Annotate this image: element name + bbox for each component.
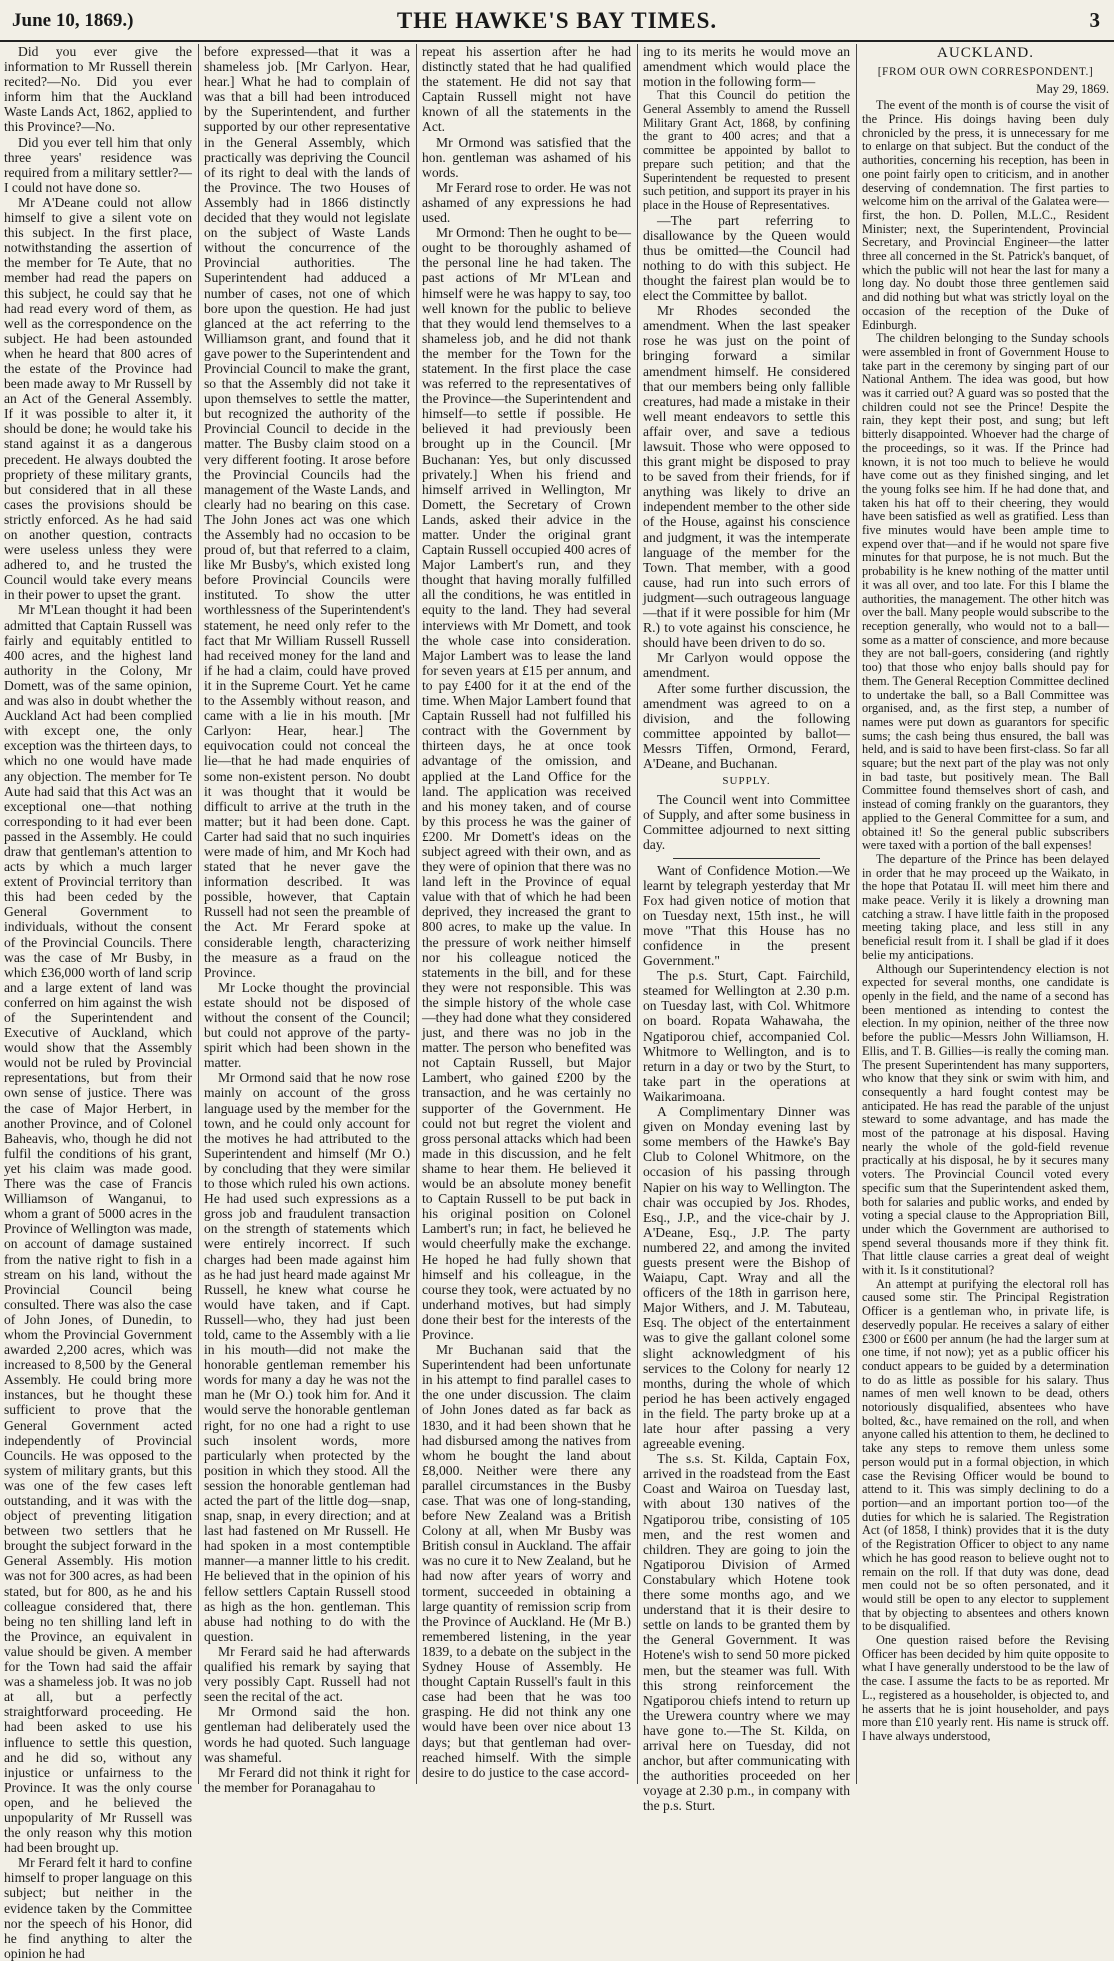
article-paragraph: Did you ever tell him that only three years' residence was required from a military settler?—I could not have done so. xyxy=(4,134,192,195)
article-paragraph: After some further discussion, the amendment was agreed to on a division, and the following committee appointed by ballot—Messrs Tiffen, Ormond, Ferard, A'Deane, and Buchanan. xyxy=(643,680,850,771)
news-item: Want of Confidence Motion.—We learnt by telegraph yesterday that Mr Fox had given notice of motion that on Tuesday next, 15th inst., he will move "That this House has no confidence in the present Government." xyxy=(643,862,850,969)
article-paragraph: Mr Carlyon would oppose the amendment. xyxy=(643,650,850,681)
news-item: A Complimentary Dinner was given on Monday evening last by some members of the Hawke's Bay Club to Colonel Whitmore, on the occasion of his passing through Napier on his way to Wellington. The chair was occupied by Jos. Rhodes, Esq., J.P., and the vice-chair by J. A'Deane, Esq., J.P. The party numbered 22, and among the invited guests present were the Bishop of Waiapu, Capt. Wray and all the officers of the 18th in garrison here, Major Withers, and J. M. Tabuteau, Esq. The object of the entertainment was to give the gallant colonel some slight acknowledgment of his services to the Colony for nearly 12 months, during the whole of which period he has been actively engaged in the field. The party broke up at a late hour after passing a very agreeable evening. xyxy=(643,1104,850,1452)
article-paragraph: Mr Ormond said that he now rose mainly on account of the gross language used by the member for the town, and he could only account for the motives he had attributed to the Superintendent and himself (Mr O.) by concluding that they were similar to those which ruled his own actions. He had used such expressions as a gross job and fraudulent transaction on the strength of statements which were entirely incorrect. If such charges had been made against him as he had just heard made against Mr Russell, he knew what course he would have taken, and if Capt. Russell—who, they had just been told, came to the Assembly with a lie in his mouth—did not make the honorable gentleman remember his words for many a day he was not the man he (Mr O.) took him for. And it would serve the honorable gentleman right, for no one had a right to use such insolent words, more particularly when protected by the position in which they stood. All the session the honorable gentleman had acted the part of the little dog—snap, snap, snap, in every direction; and at last had fastened on Mr Russell. He had spoken in a most contemptible manner—a manner little to his credit. He believed that in the opinion of his fellow settlers Captain Russell stood as high as the hon. gentleman. This abuse had nothing to do with the question. xyxy=(204,1070,410,1644)
article-paragraph: The children belonging to the Sunday schools were assembled in front of Government House to take part in the ceremony by singing part of our National Anthem. The idea was good, but how was it carried out? A guard was so posted that the children could not see the Prince! Despite the rain, they kept their post, and sung; but left bitterly disappointed. Whoever had the charge of the proceedings, so it was. If the Prince had known, it is not too much to believe he would have come out as they finished singing, and let the young folks see him. If he had done that, and taken his hat off to their cheering, they would have been satisfied as well as gratified. Less than five minutes would have been ample time to expend over that—and if he would not spare five minutes for that purpose, he is not much. But the probability is he knew nothing of the matter until it was all over, and too late. For this I blame the authorities, the management. The other hitch was over the ball. Many people would subscribe to the reception generally, who would not to a ball—some as a matter of conscience, and more because they are not ball-goers, considering (and rightly too) that those who enjoy balls should pay for them. The General Reception Committee declined to undertake the ball, so a Ball Committee was organised, and, as the first step, a number of names were put down as guarantors for specific sums; the cash being thus ensured, the ball was held, and is said to have been first-class. So far all square; but the next part of the play was not only in bad taste, but positively mean. The Ball Committee found themselves short of cash, and instead of coming frankly on the guarantors, they applied to the General Committee for a sum, and obtained it! So the general public subscribers were taxed with a portion of the ball expenses! xyxy=(862,331,1109,853)
column-3 xyxy=(422,44,631,1784)
article-paragraph: Mr Ormond was satisfied that the hon. gentleman was ashamed of his words. xyxy=(422,134,631,180)
article-paragraph: Mr Buchanan said that the Superintendent had been unfortunate in his attempt to find parallel cases to the one under discussion. The claim of John Jones dated as far back as 1830, and it had been shown that he had disbursed among the natives from whom he bought the land about £8,000. Neither were there any parallel circumstances in the Busby case. That was one of long-standing, before New Zealand was a British Colony at all, when Mr Busby was British consul in Auckland. The affair was no cure it to New Zealand, but he had now after years of worry and torment, succeeded in obtaining a large quantity of remission scrip from the Province of Auckland. He (Mr B.) remembered listening, in the year 1839, to a debate on the subject in the Sydney House of Assembly. He thought Captain Russell's fault in this case had been that he was too grasping. He did not think any one would have been over nice about 13 days; but that gentleman had over-reached himself. With the simple desire to do justice to the case accord- xyxy=(422,1342,631,1780)
article-paragraph: Mr Ferard said he had afterwards qualified his remark by saying that very possibly Capt. Russell had not seen the recital of the act. xyxy=(204,1643,410,1705)
news-item: The s.s. St. Kilda, Captain Fox, arrived in the roadstead from the East Coast and Wairoa on Tuesday last, with about 130 natives of the Ngatiporou tribe, consisting of 105 men, and the rest women and children. They are going to join the Ngatiporou Division of Armed Constabulary which Hotene took there some months ago, and we understand that it is their desire to settle on lands to be granted them by the General Government. It was Hotene's wish to send 50 more picked men, but the steamer was full. With this strong reinforcement the Ngatiporou chiefs intend to return up the Urewera country where we may have gone to.—The St. Kilda, on arrival here on Tuesday, did not anchor, but after communicating with the authorities proceeded on her voyage at 2.30 p.m., in company with the p.s. Sturt. xyxy=(643,1451,850,1814)
article-heading-auckland: AUCKLAND. xyxy=(937,45,1034,61)
article-paragraph: The departure of the Prince has been delayed in order that he may proceed up the Waikato, in the hope that Potatau II. will meet him there and make peace. Verily it is likely a drowning man catching a straw. I have little faith in the proposed meeting taking place, and less still in any beneficial result from it. I shall be glad if it does belie my anticipations. xyxy=(862,851,1109,962)
article-paragraph: Mr Locke thought the provincial estate should not be disposed of without the consent of the Council; but could not approve of the party-spirit which had been shown in the matter. xyxy=(204,979,410,1071)
article-paragraph: The event of the month is of course the visit of the Prince. His doings having been duly chronicled by the press, it is unnecessary for me to enlarge on that subject. But the conduct of the authorities, concerning his reception, has been in one point fairly open to criticism, and in another deserving of condemnation. The first parties to welcome him on the arrival of the Galatea were—first, the hon. D. Pollen, M.L.C., Resident Minister; next, the Superintendent, Provincial Secretary, and Provincial Engineer—the latter three all concerned in the St. Patrick's banquet, of which the public will not hear the last for many a long day. No doubt those three gentlemen said and did nothing but what was strictly loyal on the occasion of the reception of the Duke of Edinburgh. xyxy=(862,98,1109,332)
article-paragraph: Mr Ferard felt it hard to confine himself to proper language on this subject; but neither in the evidence taken by the Committee nor the speech of his Honor, did he find anything to alter the opinion he had xyxy=(4,1855,192,1961)
article-paragraph: Mr Ferard did not think it right for the member for Poranagahau to xyxy=(204,1764,410,1795)
column-2 xyxy=(204,44,410,1795)
article-paragraph: —The part referring to disallowance by the Queen would thus be omitted—the Council had nothing to do with this subject. He thought the fairest plan would be to elect the Committee by ballot. xyxy=(643,212,850,304)
newspaper-title: THE HAWKE'S BAY TIMES. xyxy=(396,8,718,33)
column-5 xyxy=(862,44,1109,1784)
page-number: 3 xyxy=(1089,8,1100,32)
article-paragraph: ing to its merits he would move an amendment which would place the motion in the following form— xyxy=(643,44,850,90)
column-rule xyxy=(856,44,857,1784)
petition-text: That this Council do petition the General Assembly to amend the Russell Military Grant Act, 1868, by confining the grant to 400 acres; and that a committee be appointed by ballot to prepare such petition; and that the Superintendent be requested to present such petition, and support its prayer in his place in the House of Representatives. xyxy=(643,88,850,212)
column-rule xyxy=(198,44,199,1784)
article-dateline: May 29, 1869. xyxy=(1036,82,1109,97)
section-heading-supply: SUPPLY. xyxy=(722,775,771,788)
article-paragraph: One question raised before the Revising Officer has been decided by him quite opposite to what I have generally understood to be the law of the case. I assume the facts to be as reported. Mr L., registered as a householder, is objected to, and he asserts that he is joint householder, and pays more than £10 yearly rent. His name is struck off. I have always understood, xyxy=(862,1633,1109,1743)
article-paragraph: Did you ever give the information to Mr Russell therein recited?—No. Did you ever inform him that the Auckland Waste Lands Act, 1862, applied to this Province?—No. xyxy=(4,44,192,135)
column-rule xyxy=(416,44,417,1784)
masthead xyxy=(0,0,1114,42)
article-byline: [FROM OUR OWN CORRESPONDENT.] xyxy=(877,66,1094,79)
article-paragraph: Mr Ferard rose to order. He was not ashamed of any expressions he had used. xyxy=(422,179,631,226)
issue-date: June 10, 1869.) xyxy=(12,10,134,31)
article-paragraph: repeat his assertion after he had distinctly stated that he had qualified the statement. He did not say that Captain Russell might not have known of all the statements in the Act. xyxy=(422,44,631,135)
section-divider xyxy=(673,858,820,859)
column-4 xyxy=(643,44,850,1814)
article-paragraph: Mr A'Deane could not allow himself to give a silent vote on this subject. In the first place, notwithstanding the assertion of the member for Te Aute, that no member had read the papers on this subject, he could say that he had read every word of them, as well as the correspondence on the subject. He had been astounded when he heard that 800 acres of the estate of the Province had been made away to Mr Russell by an Act of the General Assembly. If it was possible to alter it, it should be done; he would take his stand against it as a dangerous precedent. He always doubted the propriety of these military grants, but considered that in all these cases the provisions should be strictly enforced. As he had said on another question, contracts were useless unless they were adhered to, and he trusted the Council would take every means in their power to upset the grant. xyxy=(4,194,192,603)
news-item: The p.s. Sturt, Capt. Fairchild, steamed for Wellington at 2.30 p.m. on Tuesday last, with Col. Whitmore on board. Ropata Wahawaha, the Ngatiporou chief, accompanied Col. Whitmore to Wellington, and is to return in a day or two by the Sturt, to take part in the operations at Waikarimoana. xyxy=(643,968,850,1104)
article-paragraph: Mr Ormond said the hon. gentleman had deliberately used the words he had quoted. Such language was shameful. xyxy=(204,1704,410,1765)
article-paragraph: An attempt at purifying the electoral roll has caused some stir. The Principal Registration Officer is a gentleman who, in private life, is deservedly popular. He receives a salary of either £300 or £600 per annum (he had the larger sum at one time, if not now); yet as a public officer his conduct appears to be guided by a determination to do as little as possible for his salary. Thus names of men well known to be dead, others notoriously disqualified, absentees who have bolted, &c., have remained on the roll, and when anyone called his attention to them, he declined to take any steps to remove them unless some person would put in a formal objection, in which case the Revising Officer would be bound to attend to it. This was simply declining to do a portion—and an important portion too—of the duties for which he is salaried. The Registration Act (of 1858, I think) provides that it is the duty of the Registration Officer to object to any name which he has good reason to believe ought not to remain on the roll. If that duty was done, dead men could not be so often personated, and it would still be open to any elector to supplement that by objecting to absentees and others known to be disqualified. xyxy=(862,1276,1109,1634)
article-paragraph: Mr Rhodes seconded the amendment. When the last speaker rose he was just on the point of bringing forward a similar amendment himself. He considered that our members being only fallible creatures, had made a mistake in their well meant endeavors to settle this affair over, and save a tedious lawsuit. Those who were opposed to this grant might be disposed to pray to be saved from their friends, for if anything was likely to drive an independent member to the other side of the House, against his conscience and judgment, it was the intemperate language of the member for the Town. That member, with a good cause, had run into such errors of judgment—such outrageous language—that if it were possible for him (Mr R.) to vote against his conscience, he should have been driven to do so. xyxy=(643,303,850,651)
article-paragraph: Mr M'Lean thought it had been admitted that Captain Russell was fairly and equitably entitled to 400 acres, and the highest land authority in the Colony, Mr Domett, was of the same opinion, and was also in doubt whether the Auckland Act had been complied with except one, the only exception was the thirteen days, to which no one would have made any objection. The member for Te Aute had said that this Act was an exceptional one—that nothing corresponding to it had ever been passed in the Assembly. He could draw that gentleman's attention to acts by which a much larger extent of Provincial territory than this had been ceded by the General Government to individuals, without the consent of the Provincial Councils. There was the case of Mr Busby, in which £36,000 worth of land scrip and a large extent of land was conferred on him against the wish of the Superintendent and Executive of Auckland, which would show that the Assembly would not be ruled by Provincial representations, but from their own sense of justice. There was the case of Major Herbert, in another Province, and of Colonel Baheavis, who, though he did not fulfil the conditions of his grant, yet his claim was made good. There was the case of Francis Williamson of Wanganui, to whom a grant of 5000 acres in the Province of Wellington was made, on account of damage sustained from the native right to fish in a stream on his land, without the Provincial Council being consulted. There was also the case of John Jones, of Dunedin, to whom the Provincial Government awarded 2,200 acres, which was increased to 8,500 by the General Assembly. He could bring more instances, but he thought these sufficient to prove that the General Government acted independently of Provincial Councils. He was opposed to the system of military grants, but this was one of the few cases left outstanding, and it was with the object of preventing litigation between two settlers that he brought the subject forward in the General Assembly. His motion was not for 300 acres, as had been stated, but for 800, as he and his colleague considered that, there being no ten shilling land left in the Province, an equivalent in value should be given. A member for the Town had said the affair was a shameless job. It was no job at all, but a perfectly straightforward proceeding. He had been asked to use his influence to settle this question, and he did so, without any injustice or unfairness to the Province. It was the only course open, and he believed the unpopularity of Mr Russell was the only reason why this motion had been brought up. xyxy=(4,602,192,1856)
article-paragraph: Although our Superintendency election is not expected for several months, one candidate is openly in the field, and the name of a second has been mentioned as intending to contest the election. In my opinion, neither of the three now before the public—Messrs John Williamson, H. Ellis, and T. B. Gillies—is really the coming man. The present Superintendent has many supporters, who know that they sink or swim with him, and consequently a hard fought contest may be anticipated. He has read the parable of the unjust steward to some advantage, and has made the most of the patronage at his disposal. Having nearly the whole of the gold-field revenue practically at his disposal, he by it secures many voters. The Provincial Council voted every specific sum that the Superintendent asked them, both for salaries and public works, and ended by voting a special clause to the Appropriation Bill, under which the Government are authorised to spend several thousands more if they think fit. That little clause carries a great deal of weight with it. Is it constitutional? xyxy=(862,961,1109,1278)
article-paragraph: The Council went into Committee of Supply, and after some business in Committee adjourned to next sitting day. xyxy=(643,792,850,853)
article-paragraph: before expressed—that it was a shameless job. [Mr Carlyon. Hear, hear.] What he had to complain of was that a bill had been introduced by the Superintendent, and further supported by our other representative in the General Assembly, which practically was depriving the Council of its right to deal with the lands of the Province. The two Houses of Assembly had in 1866 distinctly decided that they would not legislate on the subject of Waste Lands without the concurrence of the Provincial authorities. The Superintendent had adduced a number of cases, not one of which bore upon the question. He had just glanced at the act referring to the Williamson grant, and found that it gave power to the Superintendent and Provincial Council to make the grant, so that the Assembly did not take it upon themselves to settle the matter, but recognized the authority of the Provincial Council to decide in the matter. The Busby claim stood on a very different footing. It arose before the Provincial Councils had the management of the Waste Lands, and clearly had no bearing on this case. The John Jones act was one which the Assembly had no occasion to be proud of, but that referred to a claim, like Mr Busby's, which existed long before Provincial Councils were instituted. To show the utter worthlessness of the Superintendent's statement, he need only refer to the fact that Mr William Russell Russell had received money for the land and if he had a claim, could have proved it in the Supreme Court. Yet he came to the Assembly without reason, and came with a lie in his mouth. [Mr Carlyon: Hear, hear.] The equivocation could not conceal the lie—that he had made enquiries of some non-existent person. No doubt it was thought that it would be difficult to arrive at the truth in the matter; but it had been done. Capt. Carter had said that no such inquiries were made of him, and Mr Koch had stated that he never gave the information described. It was possible, however, that Captain Russell had not seen the preamble of the Act. Mr Ferard spoke at considerable length, characterizing the measure as a fraud on the Province. xyxy=(204,44,410,980)
column-rule xyxy=(637,44,638,1784)
article-paragraph: Mr Ormond: Then he ought to be—ought to be thoroughly ashamed of the personal line he had taken. The past actions of Mr M'Lean and himself were he was happy to say, too well known for the public to believe that they would lend themselves to a shameless job, and he did not thank the member for the Town for the statement. In the first place the case was referred to the representatives of the Province—the Superintendent and himself—to settle if possible. He believed it had previously been brought up in the Council. [Mr Buchanan: Yes, but only discussed privately.] When his friend and himself arrived in Wellington, Mr Domett, the Secretary of Crown Lands, asked their advice in the matter. Under the original grant Captain Russell occupied 400 acres of Major Lambert's run, and they thought that having morally fulfilled all the conditions, he was entitled in equity to the land. They had several interviews with Mr Domett, and took the whole case into consideration. Major Lambert was to lease the land for seven years at £15 per annum, and to pay £400 for it at the end of the time. When Major Lambert found that Captain Russell had not fulfilled his contract with the Government by thirteen days, he at once took advantage of the omission, and applied at the Land Office for the land. The application was received and his money taken, and of course by this process he was the gainer of £200. Mr Domett's ideas on the subject agreed with their own, and as they were of opinion that there was no land left in the Province of equal value with that of which he had been deprived, they increased the grant to 800 acres, to make up the value. In the pressure of work neither himself nor his colleague noticed the statements in the bill, and for these they were not responsible. This was the simple history of the whole case—they had done what they considered just, and there was no job in the matter. The person who benefited was not Captain Russell, but Major Lambert, who gained £200 by the transaction, and he was certainly no supporter of the Government. He could not but regret the violent and gross personal attacks which had been made in this discussion, and he felt shame to hear them. He believed it would be an absolute money benefit to Captain Russell to be put back in his original position on Colonel Lambert's run; in fact, he believed he would cheerfully make the exchange. He hoped he had fully shown that himself and his colleague, in the course they took, were actuated by no underhand motives, but had simply done their best for the interests of the Province. xyxy=(422,225,631,1342)
column-1 xyxy=(4,44,192,1961)
